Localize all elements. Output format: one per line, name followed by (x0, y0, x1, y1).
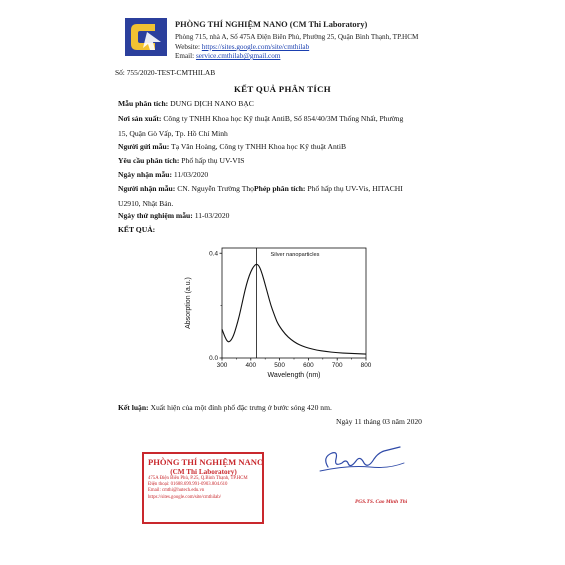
lab-stamp (142, 452, 264, 524)
x-tick-label: 600 (303, 362, 314, 369)
email-label: Email: (175, 52, 196, 60)
x-tick-label: 800 (360, 362, 372, 369)
chart-annotation: Silver nanoparticles (270, 252, 320, 258)
website-link[interactable]: https://sites.google.com/site/cmthilab (201, 43, 310, 51)
field-method-label: Phép phân tích: (253, 184, 306, 193)
x-ticks (217, 358, 372, 369)
field-received (118, 171, 208, 179)
field-receiver-value: CN. Nguyễn Trường Thọ (175, 184, 254, 193)
email-link[interactable]: service.cmthilab@gmail.com (195, 52, 281, 60)
field-receiver (118, 185, 403, 193)
conclusion (118, 403, 332, 412)
lab-website-line (175, 43, 309, 51)
uv-vis-chart-svg (180, 238, 380, 388)
field-request-label: Yêu cầu phân tích: (118, 156, 180, 165)
uv-vis-chart (180, 238, 380, 388)
stamp-subtitle: (CM Thi Laboratory) (170, 468, 237, 476)
signer-name: PGS.TS. Cao Minh Thì (355, 499, 408, 505)
document-number: Số: 755/2020-TEST-CMTHILAB (115, 68, 216, 77)
conclusion-label: Kết luận: (118, 403, 149, 412)
field-sender-label: Người gửi mẫu: (118, 142, 170, 151)
field-sender-value: Tạ Văn Hoàng, Công ty TNHH Khoa học Kỹ thuật AntiB (169, 142, 347, 151)
field-result-label: KẾT QUẢ: (118, 225, 156, 234)
y-tick-label: 0.0 (209, 355, 218, 363)
x-axis-label: Wavelength (nm) (267, 372, 321, 379)
field-producer-label: Nơi sản xuất: (118, 114, 162, 123)
field-received-label: Ngày nhận mẫu: (118, 170, 173, 179)
absorption-curve (222, 264, 366, 354)
field-test-date (118, 212, 229, 220)
stamp-address: 475A Điện Biên Phủ, P.25, Q.Bình Thạnh, TP.HCM (148, 476, 248, 481)
field-request (118, 157, 245, 165)
y-axis-label: Absorption (a.u.) (185, 277, 192, 329)
field-test-date-value: 11-03/2020 (192, 211, 230, 220)
field-method-value: Phổ hấp thụ UV-Vis, HITACHI (305, 184, 403, 193)
y-ticks (209, 250, 222, 362)
stamp-phone: Điện thoại: 01688.699.991-0903.804.610 (148, 482, 228, 488)
conclusion-value: Xuất hiện của một đỉnh phổ đặc trưng ở bước sóng 420 nm. (148, 403, 332, 412)
lab-email-line (175, 52, 280, 60)
field-receiver-label: Người nhận mẫu: (118, 184, 176, 193)
x-tick-label: 500 (274, 362, 285, 369)
field-sample-label: Mẫu phân tích: (118, 99, 169, 108)
stamp-title: PHÒNG THÍ NGHIỆM NANO (148, 457, 264, 467)
x-tick-label: 700 (331, 362, 343, 369)
x-tick-label: 400 (245, 362, 257, 369)
website-label: Website: (175, 43, 202, 51)
report-title: KẾT QUẢ PHÂN TÍCH (234, 84, 331, 94)
field-producer-value: Công ty TNHH Khoa học Kỹ thuật AntiB, Số 854/40/3M Thống Nhất, Phường (161, 114, 404, 123)
field-received-value: 11/03/2020 (172, 170, 209, 179)
field-producer (118, 115, 403, 123)
field-sample (118, 100, 254, 108)
report-date: Ngày 11 tháng 03 năm 2020 (336, 417, 422, 426)
signature-icon (318, 441, 406, 477)
field-method-value-2: U2910, Nhật Bản. (118, 199, 174, 208)
field-sample-value: DUNG DỊCH NANO BẠC (168, 99, 254, 108)
field-producer-value-2: 15, Quận Gò Vấp, Tp. Hồ Chí Minh (118, 129, 228, 138)
stamp-email: Email: cmthi@hutech.edu.vn (148, 488, 205, 494)
x-tick-label: 300 (216, 362, 228, 369)
lab-address: Phòng 715, nhà A, Số 475A Điện Biên Phủ, Phường 25, Quận Bình Thạnh, TP.HCM (175, 33, 419, 41)
stamp-website: https://sites.google.com/site/cmthilab/ (148, 494, 222, 500)
field-result (118, 226, 155, 234)
field-test-date-label: Ngày thử nghiệm mẫu: (118, 211, 193, 220)
y-tick-label: 0.4 (209, 250, 218, 258)
lab-logo (125, 18, 167, 56)
field-request-value: Phổ hấp thụ UV-VIS (179, 156, 245, 165)
field-sender (118, 143, 346, 151)
lab-name: PHÒNG THÍ NGHIỆM NANO (CM Thi Laboratory) (175, 20, 368, 29)
